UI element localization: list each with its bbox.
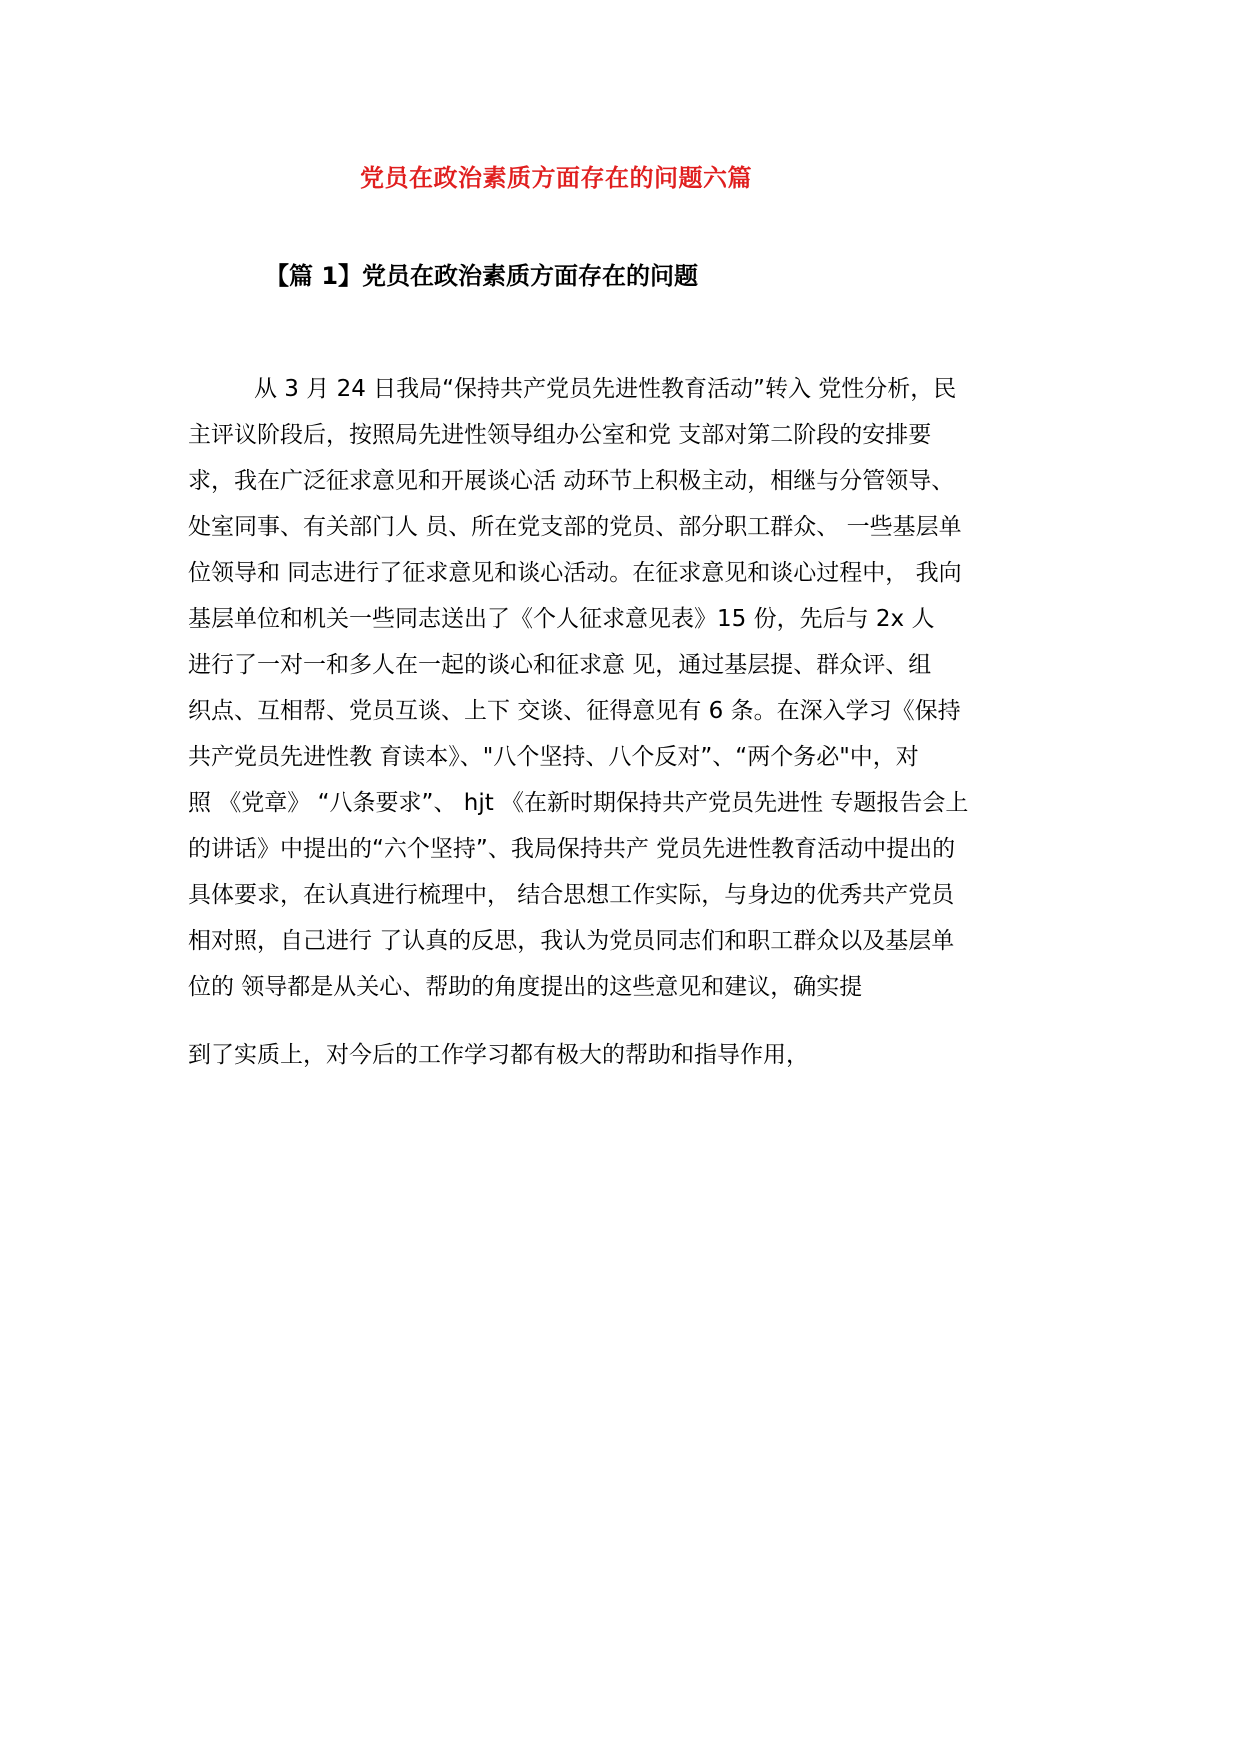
- paragraph-line: 求，我在广泛征求意见和开展谈心活 动环节上积极主动，相继与分管领导、: [188, 468, 955, 494]
- paragraph-line: 照 《党章》 “八条要求”、 hjt 《在新时期保持共产党员先进性 专题报告会上: [188, 790, 969, 816]
- paragraph-line: 从 3 月 24 日我局“保持共产党员先进性教育活动”转入 党性分析，民: [254, 376, 957, 402]
- section-heading: 【篇 1】党员在政治素质方面存在的问题: [265, 262, 699, 290]
- document-title: 党员在政治素质方面存在的问题六篇: [360, 164, 752, 192]
- paragraph-line: 基层单位和机关一些同志送出了《个人征求意见表》15 份，先后与 2x 人: [188, 606, 935, 632]
- paragraph-line: 的讲话》中提出的“六个坚持”、我局保持共产 党员先进性教育活动中提出的: [188, 836, 956, 862]
- paragraph-line: 相对照，自己进行 了认真的反思，我认为党员同志们和职工群众以及基层单: [188, 928, 955, 954]
- paragraph-line: 处室同事、有关部门人 员、所在党支部的党员、部分职工群众、 一些基层单: [188, 514, 962, 540]
- closing-line: 到了实质上，对今后的工作学习都有极大的帮助和指导作用，: [188, 1042, 809, 1068]
- paragraph-line: 具体要求，在认真进行梳理中， 结合思想工作实际，与身边的优秀共产党员: [188, 882, 955, 908]
- paragraph-line: 织点、互相帮、党员互谈、上下 交谈、征得意见有 6 条。在深入学习《保持: [188, 698, 961, 724]
- paragraph-line: 进行了一对一和多人在一起的谈心和征求意 见，通过基层提、群众评、组: [188, 652, 932, 678]
- paragraph-line: 位领导和 同志进行了征求意见和谈心活动。在征求意见和谈心过程中， 我向: [188, 560, 962, 586]
- paragraph-line: 主评议阶段后，按照局先进性领导组办公室和党 支部对第二阶段的安排要: [188, 422, 932, 448]
- paragraph-line: 共产党员先进性教 育读本》、"八个坚持、八个反对”、“两个务必"中，对: [188, 744, 919, 770]
- paragraph-line: 位的 领导都是从关心、帮助的角度提出的这些意见和建议，确实提: [188, 974, 863, 1000]
